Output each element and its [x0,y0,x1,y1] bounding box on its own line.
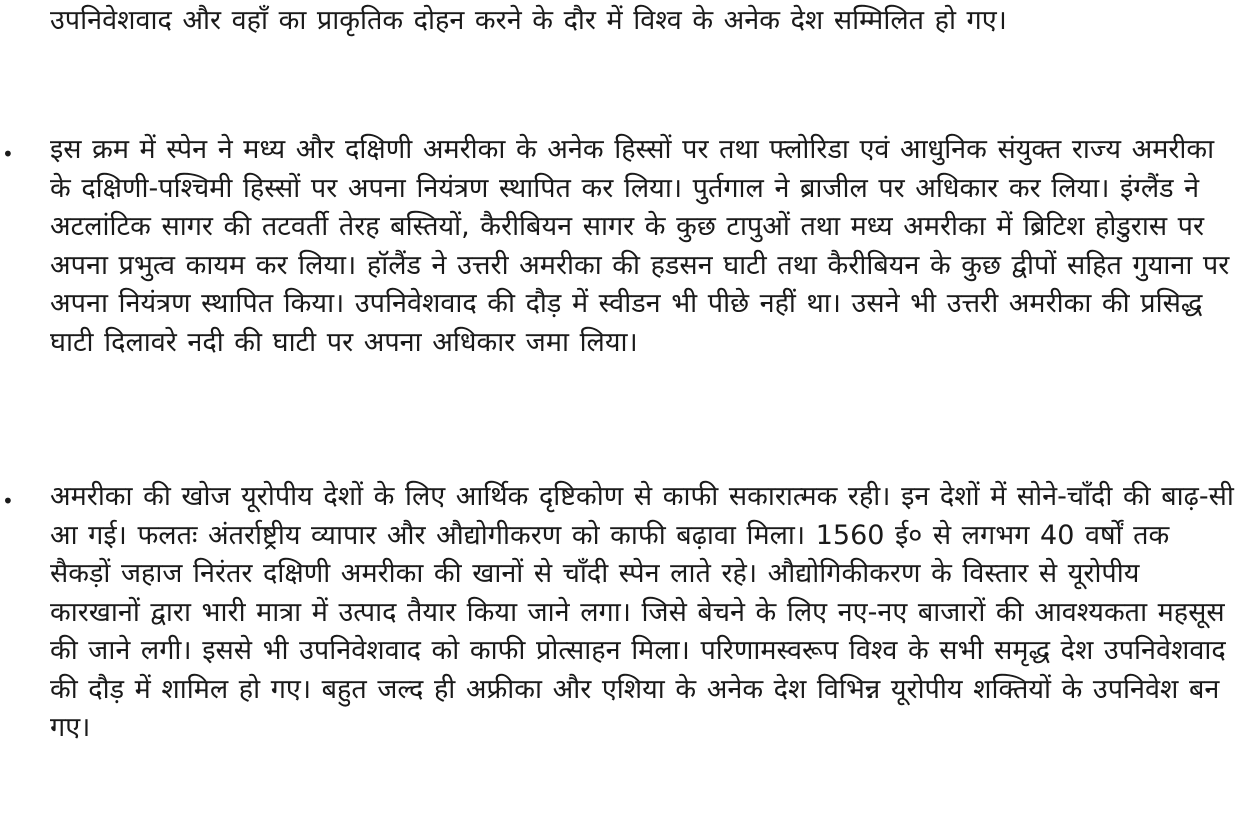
paragraph-colonial-expansion: इस क्रम में स्पेन ने मध्य और दक्षिणी अमरीका के अनेक हिस्सों पर तथा फ्लोरिडा एवं आधुनिक संयुक्त राज्य अमरीका के दक्षिणी-पश्चिमी हिस्सों पर अपना नियंत्रण स्थापित कर लिया। पुर्तगाल ने ब्राजील पर अधिकार कर लिया। इंग्लैंड ने अटलांटिक सागर की तटवर्ती तेरह बस्तियों, कैरीबियन सागर के कुछ टापुओं तथा मध्य अमरीका में ब्रिटिश होडुरास पर अपना प्रभुत्व कायम कर लिया। हॉलैंड ने उत्तरी अमरीका की हडसन घाटी तथा कैरीबियन के कुछ द्वीपों सहित गुयाना पर अपना नियंत्रण स्थापित किया। उपनिवेशवाद की दौड़ में स्वीडन भी पीछे नहीं था। उसने भी उत्तरी अमरीका की प्रसिद्ध घाटी दिलावरे नदी की घाटी पर अपना अधिकार जमा लिया। [50,134,1230,358]
paragraph-intro: उपनिवेशवाद और वहाँ का प्राकृतिक दोहन करने के दौर में विश्व के अनेक देश सम्मिलित हो गए। [50,5,1007,36]
bullet-marker: • [2,489,14,513]
paragraph-economic-impact: अमरीका की खोज यूरोपीय देशों के लिए आर्थिक दृष्टिकोण से काफी सकारात्मक रही। इन देशों में सोने-चाँदी की बाढ़-सी आ गई। फलतः अंतर्राष्ट्रीय व्यापार और औद्योगीकरण को काफी बढ़ावा मिला। 1560 ई० से लगभग 40 वर्षों तक सैकड़ों जहाज निरंतर दक्षिणी अमरीका की खानों से चाँदी स्पेन लाते रहे। औद्योगिकीकरण के विस्तार से यूरोपीय कारखानों द्वारा भारी मात्रा में उत्पाद तैयार किया जाने लगा। जिसे बेचने के लिए नए-नए बाजारों की आवश्यकता महसूस की जाने लगी। इससे भी उपनिवेशवाद को काफी प्रोत्साहन मिला। परिणामस्वरूप विश्व के सभी समृद्ध देश उपनिवेशवाद की दौड़ में शामिल हो गए। बहुत जल्द ही अफ्रीका और एशिया के अनेक देश विभिन्न यूरोपीय शक्तियों के उपनिवेश बन गए। [50,481,1234,743]
bullet-marker: • [2,142,14,166]
